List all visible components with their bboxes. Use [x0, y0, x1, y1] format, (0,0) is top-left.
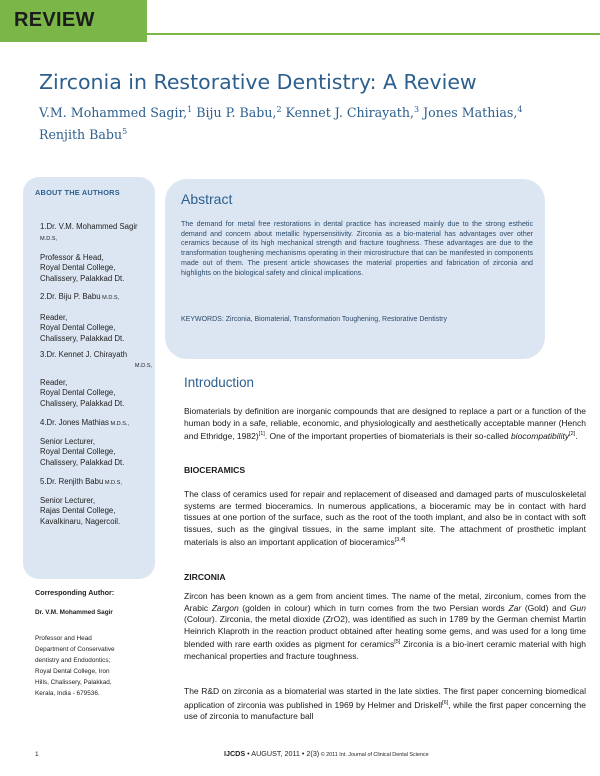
address-line: Kerala, India - 679536. — [35, 690, 100, 697]
author-affiliation: 2 — [276, 105, 282, 114]
sidebar-affiliation-5 — [40, 496, 152, 527]
emphasis: biocompatibility — [510, 431, 570, 442]
author-affiliation: 3 — [413, 105, 420, 114]
text-run: , while the first paper concerning the use of zirconia to manufacture ball — [184, 699, 586, 722]
introduction-heading: Introduction — [184, 375, 254, 390]
emphasis: Gun — [569, 602, 586, 613]
affiliation-line: Senior Lecturer, — [40, 496, 96, 505]
address-line: dentistry and Endodontics; — [35, 657, 111, 664]
sidebar-author-3 — [40, 350, 152, 372]
text-run: Zircon has been known as a gem from ancient times. The name of the metal, zirconium, comes from the Arabic — [184, 591, 586, 613]
author-affiliation: 5 — [122, 127, 128, 137]
author-name: V.M. Mohammed Sagir, — [39, 105, 188, 121]
abstract-text: The demand for metal free restorations in dental practice has increased mainly due to the strong esthetic demand and concern about metallic hypersensitivity. Zirconia as a bio-material has advantages over other ceramics because of its high mechanical strength and fracture toughness. These advantages are due to the transformation toughening mechanisms operating in their microstructure that can be manifested in components made out of them. The present article showcases the material properties and fabrication of zirconia and highlights on the biological safety and clinical implications. — [181, 220, 533, 277]
copyright: © 2011 Int. Journal of Clinical Dental Science — [319, 752, 429, 758]
issue-date: AUGUST, 2011 — [251, 749, 300, 758]
address-line: Department of Conservative — [35, 646, 115, 653]
review-label: REVIEW — [14, 9, 95, 31]
sidebar-author-degree: M.D.S., — [108, 421, 130, 427]
address-line: Royal Dental College, Iron — [35, 668, 110, 675]
sidebar-author-name: 3.Dr. Kennet J. Chirayath — [40, 350, 128, 359]
citation: [3,4] — [394, 537, 406, 544]
author-affiliation: 1 — [187, 105, 193, 114]
affiliation-line: Reader, — [40, 378, 68, 387]
text-run: Biomaterials by definition are inorganic compounds that are designed to replace a part or a function of the human body in a safe, reliable, economic, and physiologically and aesthetically acceptable manner (Hench and Ethridge, 1982) — [184, 406, 586, 442]
author-affiliation: 4 — [517, 105, 523, 114]
sidebar-author-5 — [40, 477, 152, 488]
text-run: (Colour). Zirconia, the metal dioxide (ZrO2), was identified as such in 1789 by the German chemist Martin Heinrich Klaproth in the reaction product obtained after heating some gems, and was used for a long time blended with rare earth oxides as pigment for ceramics — [184, 614, 586, 650]
sidebar-affiliation-2 — [40, 313, 152, 344]
bioceramics-heading: BIOCERAMICS — [184, 465, 246, 475]
affiliation-line: Chalissery, Palakkad Dt. — [40, 398, 125, 408]
sidebar-affiliation-3 — [40, 378, 152, 409]
journal-footer — [224, 749, 429, 758]
author-name: Kennet J. Chirayath, — [281, 105, 414, 121]
citation: [6] — [442, 699, 449, 706]
affiliation-line: Chalissery, Palakkad Dt. — [40, 333, 125, 343]
sidebar-affiliation-4 — [40, 437, 152, 468]
sidebar-author-name: 4.Dr. Jones Mathias — [40, 418, 109, 427]
sidebar-author-1 — [40, 222, 152, 245]
review-badge — [0, 0, 147, 42]
text-run: The R&D on zirconia as a biomaterial was started in the late sixties. The first paper concerning biomedical application of zirconia was published in 1969 by Helmer and Driskell — [184, 686, 586, 710]
separator: • — [245, 749, 252, 758]
text-run: Zirconia is a bio-inert ceramic material with high mechanical properties and fracture toughness. — [184, 639, 586, 661]
affiliation-line: Royal Dental College, — [40, 323, 116, 333]
affiliation-line: Royal Dental College, — [40, 447, 116, 457]
corresponding-heading: Corresponding Author: — [35, 588, 115, 597]
sidebar-author-name: 2.Dr. Biju P. Babu — [40, 292, 101, 301]
text-run: . — [575, 431, 578, 442]
paragraph-intro — [184, 406, 586, 443]
author-name: Biju P. Babu, — [192, 105, 277, 121]
sidebar-author-degree: M.D.S, — [134, 363, 152, 370]
corresponding-name: Dr. V.M. Mohammed Sagir — [35, 609, 113, 616]
emphasis: Zargon — [211, 602, 239, 613]
sidebar-author-degree: M.D.S, — [40, 236, 58, 243]
citation: [1] — [258, 431, 265, 438]
affiliation-line: Rajas Dental College, — [40, 506, 116, 516]
paragraph-bioceramics — [184, 489, 586, 549]
affiliation-line: Chalissery, Palakkad Dt. — [40, 273, 125, 283]
emphasis: Zar — [508, 602, 522, 613]
sidebar-author-degree: M.D.S, — [100, 295, 120, 301]
header-band — [0, 0, 600, 42]
sidebar-heading: ABOUT THE AUTHORS — [35, 188, 120, 197]
paragraph-zirconia — [184, 591, 586, 662]
citation: [2] — [569, 431, 576, 438]
author-list — [39, 100, 584, 144]
affiliation-line: Reader, — [40, 313, 68, 322]
abstract-keywords: KEYWORDS: Zirconia, Biomaterial, Transformation Toughening, Restorative Dentistry — [181, 316, 447, 323]
abstract-title: Abstract — [181, 191, 233, 207]
affiliation-line: Kavalkinaru, Nagercoil. — [40, 516, 121, 526]
affiliation-line: Senior Lecturer, — [40, 437, 96, 446]
sidebar-author-name: 1.Dr. V.M. Mohammed Sagir — [40, 222, 138, 231]
header-rule — [147, 33, 600, 35]
author-name: Jones Mathias, — [419, 105, 518, 121]
affiliation-line: Royal Dental College, — [40, 263, 116, 273]
citation: [5] — [394, 639, 401, 646]
sidebar-author-4 — [40, 418, 152, 429]
address-line: Hills, Chalissery, Palakkad, — [35, 679, 112, 686]
paragraph-rd — [184, 686, 586, 723]
text-run: (Gold) and — [521, 602, 570, 613]
article-title: Zirconia in Restorative Dentistry: A Review — [39, 70, 477, 94]
address-line: Professor and Head — [35, 635, 92, 642]
separator: • — [299, 749, 307, 758]
corresponding-address — [35, 633, 155, 699]
sidebar-author-degree: M.D.S, — [103, 480, 122, 486]
journal-abbrev: IJCDS — [224, 749, 246, 758]
author-name: Renjith Babu — [39, 127, 123, 143]
text-run: The class of ceramics used for repair and replacement of diseased and damaged parts of musculoskeletal systems are termed bioceramics. In numerous applications, a bioceramic may be in contact with hard tissues at one portion of the surface, such as the root of the tooth implant, and also be in contact with soft tissues, such as the gingival tissues, in the same implant site. The attachment of prosthetic implant materials is also an important application of bioceramics — [184, 489, 586, 548]
page-number: 1 — [35, 751, 39, 758]
affiliation-line: Royal Dental College, — [40, 388, 116, 398]
affiliation-line: Chalissery, Palakkad Dt. — [40, 457, 125, 467]
affiliation-line: Professor & Head, — [40, 253, 104, 262]
text-run: . One of the important properties of biomaterials is their so-called — [264, 431, 511, 442]
text-run: (golden in colour) which in turn comes from the two Persian words — [238, 602, 509, 613]
zirconia-heading: ZIRCONIA — [184, 572, 226, 582]
sidebar-author-name: 5.Dr. Renjith Babu — [40, 477, 104, 486]
sidebar-affiliation-1 — [40, 253, 152, 284]
issue-volume: 2(3) — [306, 749, 320, 758]
sidebar-author-2 — [40, 292, 152, 303]
